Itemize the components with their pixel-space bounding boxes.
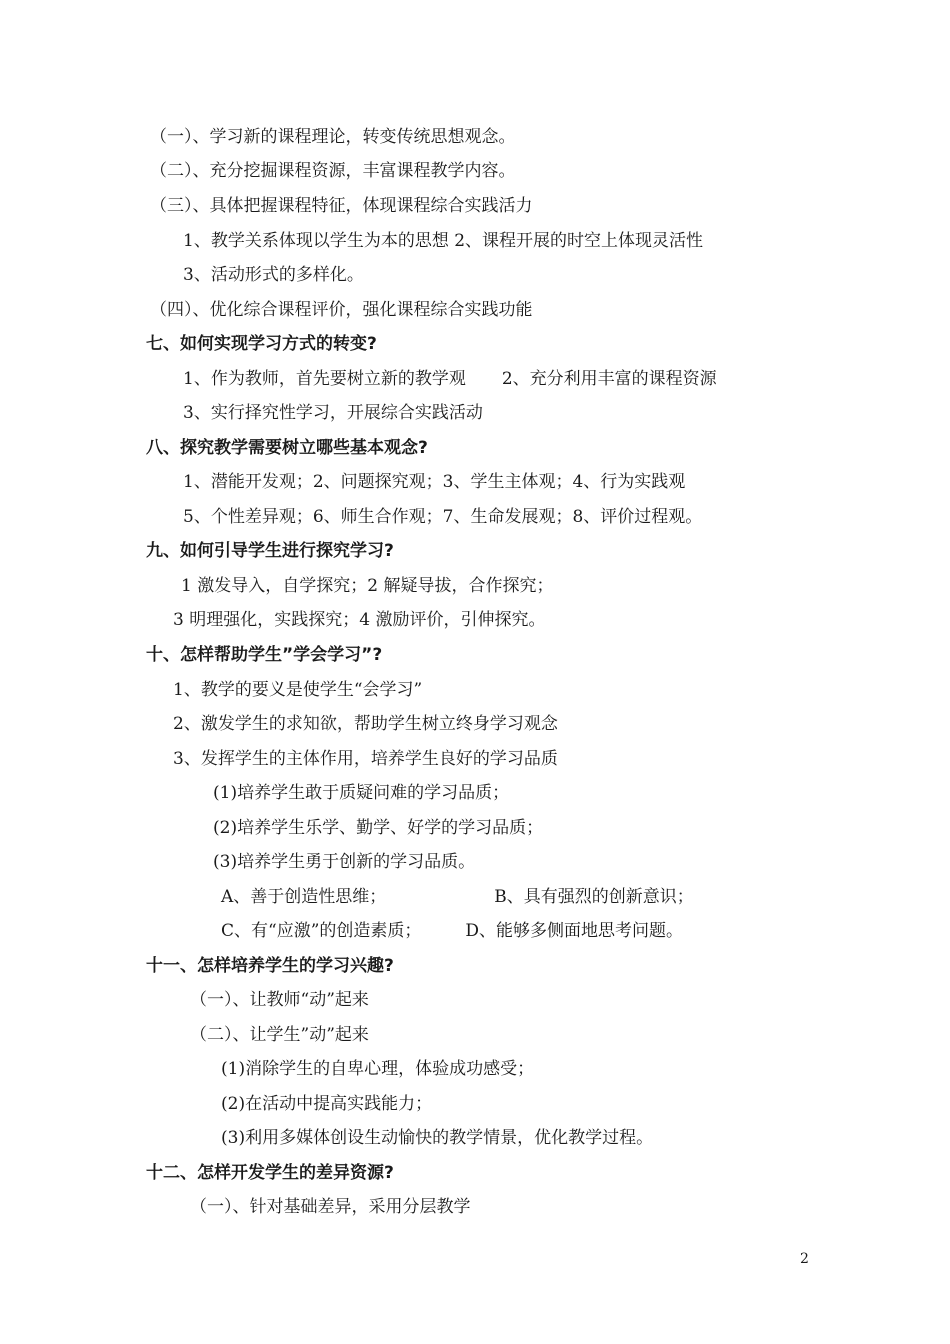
- text-line-2: （二）、充分挖掘课程资源，丰富课程教学内容。: [150, 161, 516, 181]
- text-line-28: (1)消除学生的自卑心理，体验成功感受；: [221, 1059, 535, 1079]
- text-line-15: 3 明理强化，实践探究；4 激励评价，引伸探究。: [173, 610, 546, 630]
- text-line-18: 2、激发学生的求知欲，帮助学生树立终身学习观念: [173, 714, 558, 734]
- text-line-5: 3、活动形式的多样化。: [183, 265, 364, 285]
- text-line-24-part-2: D、能够多侧面地思考问题。: [465, 921, 684, 941]
- text-line-20: (1)培养学生敢于质疑问难的学习品质；: [213, 783, 510, 803]
- text-line-14: 1 激发导入，自学探究；2 解疑导拔，合作探究；: [181, 576, 554, 596]
- text-line-30: (3)利用多媒体创设生动愉快的教学情景，优化教学过程。: [221, 1128, 654, 1148]
- text-line-12: 5、个性差异观；6、师生合作观；7、生命发展观；8、评价过程观。: [183, 507, 703, 527]
- text-line-27: （二）、让学生”动”起来: [190, 1025, 369, 1045]
- text-line-19: 3、发挥学生的主体作用，培养学生良好的学习品质: [173, 749, 558, 769]
- text-line-4: 1、教学关系体现以学生为本的思想 2、课程开展的时空上体现灵活性: [183, 231, 704, 251]
- text-line-21: (2)培养学生乐学、勤学、好学的学习品质；: [213, 818, 544, 838]
- text-line-23: [221, 886, 694, 908]
- section-heading-10: 十、怎样帮助学生”学会学习”?: [146, 645, 383, 665]
- text-line-24-part-1: C、有“应激”的创造素质；: [221, 921, 422, 941]
- section-heading-11: 十一、怎样培养学生的学习兴趣?: [146, 956, 394, 976]
- text-line-17: 1、教学的要义是使学生“会学习”: [173, 680, 423, 700]
- section-heading-7: 七、如何实现学习方式的转变?: [146, 334, 377, 354]
- text-line-24: [221, 920, 683, 942]
- text-line-11: 1、潜能开发观；2、问题探究观；3、学生主体观；4、行为实践观: [183, 472, 686, 492]
- text-line-9: 3、实行择究性学习，开展综合实践活动: [183, 403, 483, 423]
- text-line-32: （一）、针对基础差异，采用分层教学: [190, 1197, 471, 1217]
- text-line-23-part-1: A、善于创造性思维；: [221, 887, 387, 907]
- text-line-29: (2)在活动中提高实践能力；: [221, 1094, 433, 1114]
- section-heading-8: 八、探究教学需要树立哪些基本观念?: [146, 438, 428, 458]
- section-heading-9: 九、如何引导学生进行探究学习?: [146, 541, 394, 561]
- text-line-1: （一）、学习新的课程理论，转变传统思想观念。: [150, 127, 516, 147]
- text-line-8-part-2: 2、充分利用丰富的课程资源: [501, 369, 717, 389]
- text-line-22: (3)培养学生勇于创新的学习品质。: [213, 852, 476, 872]
- text-line-8-part-1: 1、作为教师，首先要树立新的教学观: [183, 369, 466, 389]
- text-line-6: （四）、优化综合课程评价，强化课程综合实践功能: [150, 300, 533, 320]
- text-line-23-part-2: B、具有强烈的创新意识；: [494, 887, 694, 907]
- text-line-3: （三）、具体把握课程特征，体现课程综合实践活力: [150, 196, 533, 216]
- page-number: 2: [800, 1251, 809, 1267]
- section-heading-12: 十二、怎样开发学生的差异资源?: [146, 1163, 394, 1183]
- text-line-26: （一）、让教师“动”起来: [190, 990, 369, 1010]
- text-line-8: [183, 368, 717, 390]
